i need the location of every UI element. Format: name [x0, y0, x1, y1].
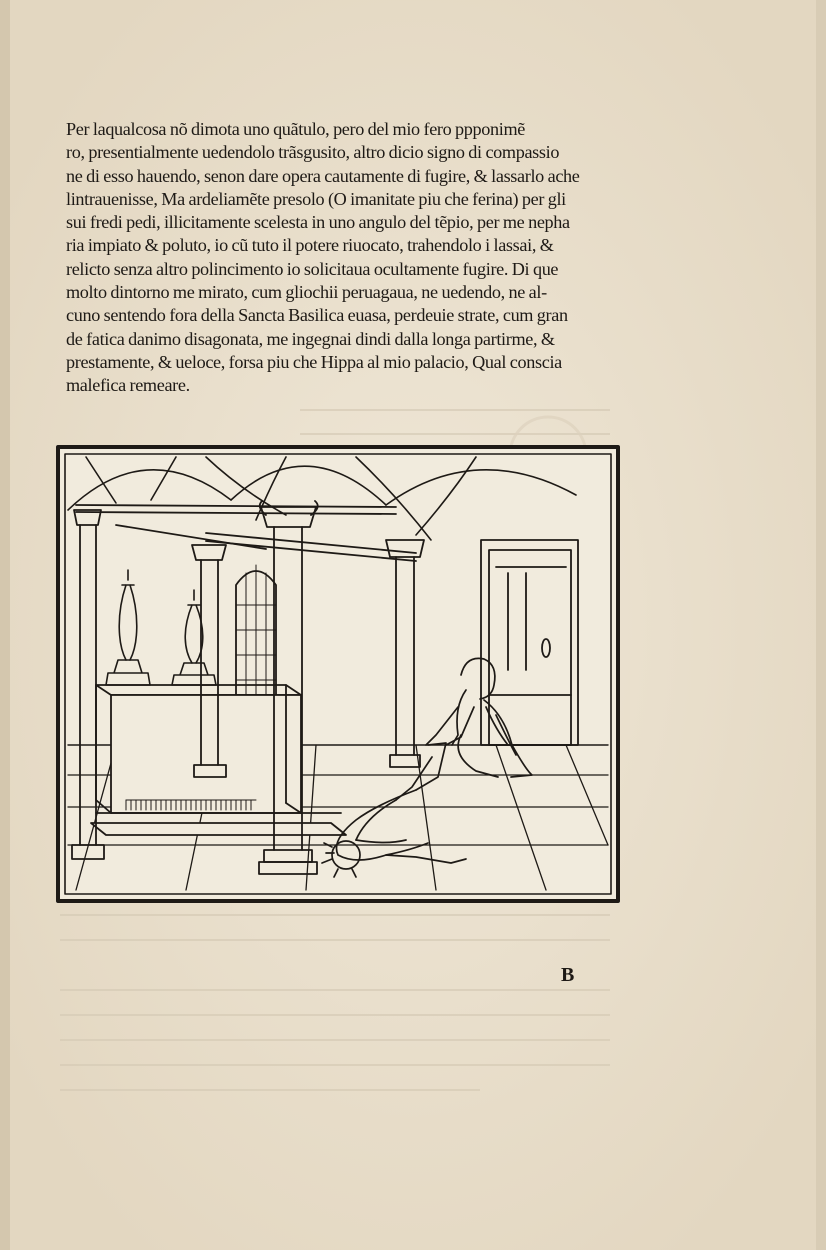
text-line: lintrauenisse, Ma ardeliamẽte presolo (O imanitate piu che ferina) per gli [66, 188, 566, 209]
text-line: Per laqualcosa nõ dimota uno quãtulo, pero del mio fero ppponimẽ [66, 119, 526, 139]
text-line: molto dintorno me mirato, cum gliochii peruagaua, ne uedendo, ne al- [66, 282, 547, 303]
text-line: ro, presentialmente uedendolo trãsgusito, altro dicio signo di compassio [66, 142, 560, 163]
text-line: ria impiato & poluto, io cũ tuto il potere riuocato, trahendolo i lassai, & [66, 235, 554, 256]
text-line: prestamente, & ueloce, forsa piu che Hippa al mio palacio, Qual conscia [66, 351, 562, 372]
text-line: sui fredi pedi, illicitamente scelesta in uno angulo del tẽpio, per me nepha [66, 212, 570, 233]
text-line: de fatica danimo disagonata, me ingegnai dindi dalla longa partirme, & [66, 328, 555, 349]
text-line: malefica remeare. [66, 375, 190, 396]
text-line: cuno sentendo fora della Sancta Basilica euasa, perdeuie strate, cum gran [66, 305, 568, 326]
text-line: ne di esso hauendo, senon dare opera cautamente di fugire, & lassarlo ache [66, 165, 580, 186]
body-text [66, 118, 666, 398]
text-line: relicto senza altro polincimento io solicitaua ocultamente fugire. Di que [66, 258, 559, 279]
signature-mark: B [561, 964, 575, 986]
woodcut-illustration [56, 445, 620, 903]
